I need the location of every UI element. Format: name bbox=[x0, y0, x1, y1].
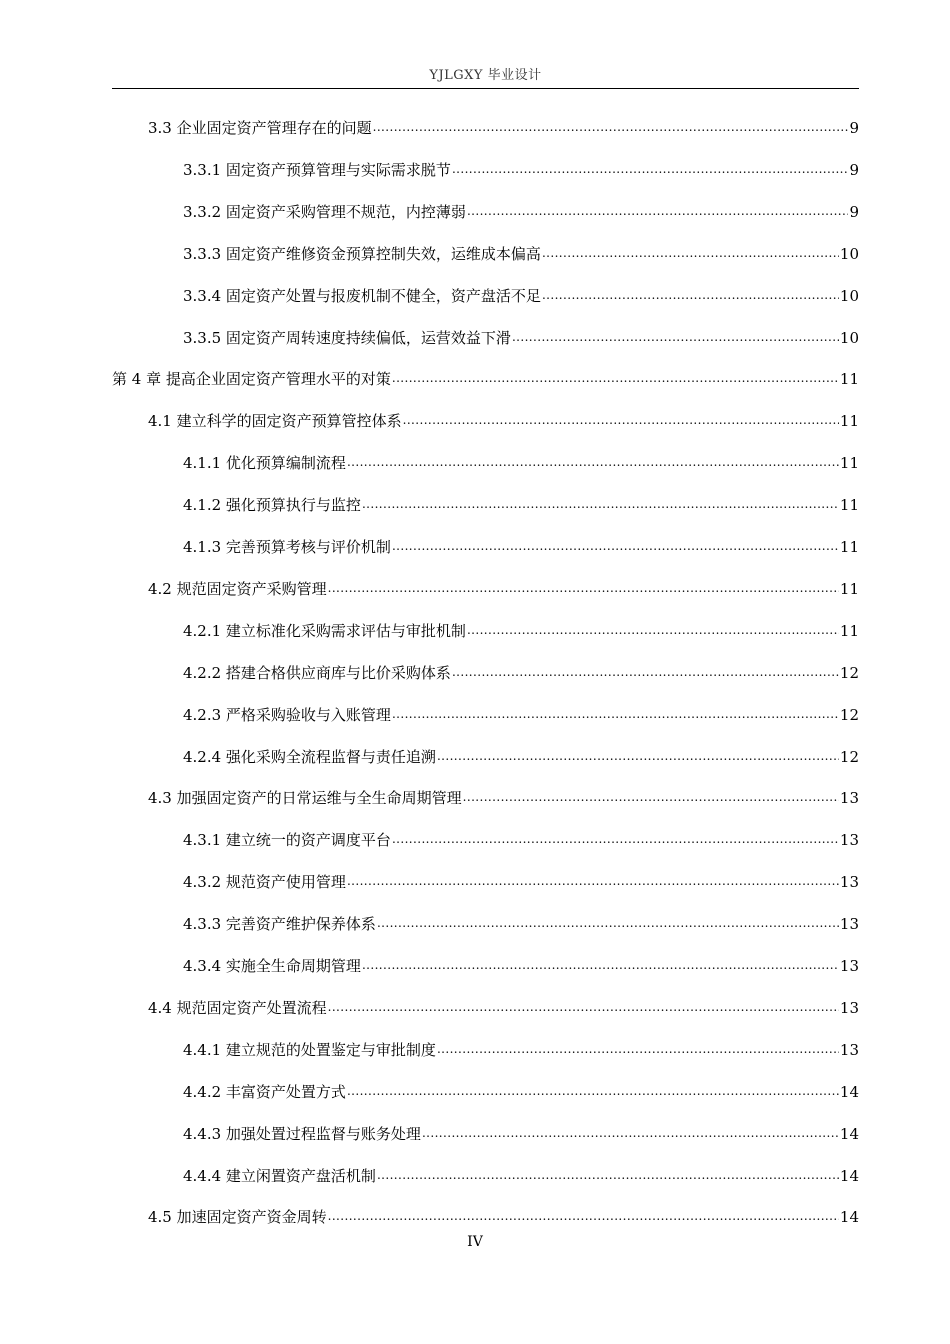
toc-entry-title: 3.3.5 固定资产周转速度持续偏低，运营效益下滑 bbox=[183, 328, 511, 347]
toc-entry-title: 第 4 章 提高企业固定资产管理水平的对策 bbox=[112, 370, 391, 389]
toc-dot-leader bbox=[328, 998, 839, 1016]
toc-entry-page: 13 bbox=[839, 831, 859, 850]
toc-dot-leader bbox=[392, 705, 839, 723]
toc-entry-page: 13 bbox=[839, 873, 859, 892]
toc-entry[interactable] bbox=[183, 871, 859, 893]
toc-entry[interactable] bbox=[148, 787, 859, 809]
toc-entry-page: 12 bbox=[839, 663, 859, 682]
toc-dot-leader bbox=[512, 328, 839, 346]
toc-entry[interactable] bbox=[183, 201, 859, 223]
toc-entry[interactable] bbox=[148, 117, 859, 139]
toc-dot-leader bbox=[377, 1166, 839, 1184]
toc-entry-title: 4.1.1 优化预算编制流程 bbox=[183, 454, 346, 473]
toc-dot-leader bbox=[392, 537, 839, 555]
toc-entry[interactable] bbox=[148, 410, 859, 432]
toc-entry[interactable] bbox=[183, 285, 859, 307]
toc-entry[interactable] bbox=[183, 536, 859, 558]
toc-entry-title: 4.3.1 建立统一的资产调度平台 bbox=[183, 831, 391, 850]
toc-entry-title: 4.3.3 完善资产维护保养体系 bbox=[183, 915, 376, 934]
toc-entry-title: 4.4.4 建立闲置资产盘活机制 bbox=[183, 1166, 376, 1185]
toc-entry[interactable] bbox=[148, 1206, 859, 1228]
toc-entry[interactable] bbox=[148, 578, 859, 600]
toc-dot-leader bbox=[347, 1082, 839, 1100]
toc-entry-title: 4.2.1 建立标准化采购需求评估与审批机制 bbox=[183, 621, 466, 640]
toc-entry-title: 4.2.3 严格采购验收与入账管理 bbox=[183, 705, 391, 724]
toc-dot-leader bbox=[422, 1124, 839, 1142]
toc-entry-page: 11 bbox=[839, 454, 859, 473]
toc-entry-page: 14 bbox=[839, 1166, 859, 1185]
page-header: YJLGXY 毕业设计 bbox=[429, 68, 542, 83]
toc-entry-page: 11 bbox=[839, 538, 859, 556]
toc-entry[interactable] bbox=[183, 1123, 859, 1145]
toc-entry-title: 4.3.4 实施全生命周期管理 bbox=[183, 957, 361, 975]
toc-entry-page: 9 bbox=[849, 119, 859, 137]
toc-entry-page: 9 bbox=[849, 160, 859, 179]
toc-entry-title: 3.3.1 固定资产预算管理与实际需求脱节 bbox=[183, 160, 451, 179]
toc-dot-leader bbox=[362, 495, 839, 513]
toc-entry[interactable] bbox=[183, 1039, 859, 1061]
toc-entry-title: 4.4.1 建立规范的处置鉴定与审批制度 bbox=[183, 1040, 436, 1059]
toc-entry-title: 3.3.3 固定资产维修资金预算控制失效，运维成本偏高 bbox=[183, 244, 541, 263]
toc-entry-page: 11 bbox=[839, 621, 859, 640]
toc-entry-page: 14 bbox=[839, 1208, 859, 1227]
toc-entry[interactable] bbox=[183, 620, 859, 642]
toc-dot-leader bbox=[452, 160, 849, 178]
toc-entry-page: 10 bbox=[839, 286, 859, 305]
toc-entry-page: 11 bbox=[839, 496, 859, 515]
toc-dot-leader bbox=[463, 788, 839, 806]
toc-dot-leader bbox=[542, 286, 839, 304]
toc-entry[interactable] bbox=[183, 662, 859, 684]
toc-entry-page: 11 bbox=[839, 412, 859, 431]
toc-entry-page: 13 bbox=[839, 1040, 859, 1059]
toc-dot-leader bbox=[392, 830, 839, 848]
toc-entry-page: 12 bbox=[839, 705, 859, 724]
toc-entry[interactable] bbox=[183, 704, 859, 726]
toc-dot-leader bbox=[362, 956, 839, 974]
toc-entry-title: 4.5 加速固定资产资金周转 bbox=[148, 1208, 327, 1227]
toc-entry-page: 14 bbox=[839, 1124, 859, 1143]
toc-entry-title: 4.1.2 强化预算执行与监控 bbox=[183, 496, 361, 515]
toc-entry[interactable] bbox=[183, 955, 859, 977]
toc-dot-leader bbox=[403, 411, 839, 429]
toc-entry-page: 13 bbox=[839, 957, 859, 975]
toc-entry-title: 4.3.2 规范资产使用管理 bbox=[183, 873, 346, 892]
toc-dot-leader bbox=[467, 621, 839, 639]
toc-entry-title: 4.2 规范固定资产采购管理 bbox=[148, 579, 327, 598]
toc-entry-page: 13 bbox=[839, 789, 859, 808]
toc-entry-title: 4.4 规范固定资产处置流程 bbox=[148, 998, 327, 1017]
toc-entry[interactable] bbox=[183, 913, 859, 935]
toc-dot-leader bbox=[377, 914, 839, 932]
toc-dot-leader bbox=[437, 747, 839, 765]
toc-dot-leader bbox=[373, 118, 849, 136]
toc-entry-title: 4.4.3 加强处置过程监督与账务处理 bbox=[183, 1124, 421, 1143]
toc-entry-page: 13 bbox=[839, 998, 859, 1017]
toc-entry-page: 13 bbox=[839, 915, 859, 934]
toc-entry-page: 14 bbox=[839, 1082, 859, 1101]
toc-entry[interactable] bbox=[183, 159, 859, 181]
toc-entry-title: 4.1.3 完善预算考核与评价机制 bbox=[183, 538, 391, 556]
toc-entry-title: 3.3.2 固定资产采购管理不规范，内控薄弱 bbox=[183, 202, 466, 221]
toc-entry[interactable] bbox=[183, 1165, 859, 1187]
toc-entry-title: 4.3 加强固定资产的日常运维与全生命周期管理 bbox=[148, 789, 462, 808]
toc-entry[interactable] bbox=[183, 327, 859, 349]
page-number: IV bbox=[467, 1234, 483, 1250]
toc-entry-page: 12 bbox=[839, 747, 859, 766]
toc-dot-leader bbox=[347, 872, 839, 890]
toc-entry-page: 9 bbox=[849, 202, 859, 221]
toc-dot-leader bbox=[328, 1207, 839, 1225]
toc-entry-title: 4.4.2 丰富资产处置方式 bbox=[183, 1082, 346, 1101]
toc-entry-page: 10 bbox=[839, 244, 859, 263]
toc-entry[interactable] bbox=[183, 746, 859, 768]
toc-entry-title: 3.3.4 固定资产处置与报废机制不健全，资产盘活不足 bbox=[183, 286, 541, 305]
toc-entry[interactable] bbox=[148, 997, 859, 1019]
toc-entry-page: 11 bbox=[839, 579, 859, 598]
toc-dot-leader bbox=[542, 244, 839, 262]
toc-entry-title: 4.2.4 强化采购全流程监督与责任追溯 bbox=[183, 747, 436, 766]
toc-entry[interactable] bbox=[183, 829, 859, 851]
toc-entry[interactable] bbox=[112, 368, 859, 390]
header-rule bbox=[112, 88, 859, 89]
toc-entry-page: 10 bbox=[839, 328, 859, 347]
toc-entry-title: 4.2.2 搭建合格供应商库与比价采购体系 bbox=[183, 663, 451, 682]
toc-dot-leader bbox=[347, 453, 839, 471]
toc-entry-title: 4.1 建立科学的固定资产预算管控体系 bbox=[148, 412, 402, 431]
toc-dot-leader bbox=[437, 1040, 839, 1058]
toc-dot-leader bbox=[467, 202, 849, 220]
toc-entry[interactable] bbox=[183, 1081, 859, 1103]
toc-entry[interactable] bbox=[183, 494, 859, 516]
toc-dot-leader bbox=[328, 579, 839, 597]
toc-dot-leader bbox=[392, 369, 839, 387]
toc-entry-title: 3.3 企业固定资产管理存在的问题 bbox=[148, 119, 372, 137]
toc-entry[interactable] bbox=[183, 243, 859, 265]
toc-entry-page: 11 bbox=[839, 370, 859, 389]
toc-dot-leader bbox=[452, 663, 839, 681]
toc-entry[interactable] bbox=[183, 452, 859, 474]
